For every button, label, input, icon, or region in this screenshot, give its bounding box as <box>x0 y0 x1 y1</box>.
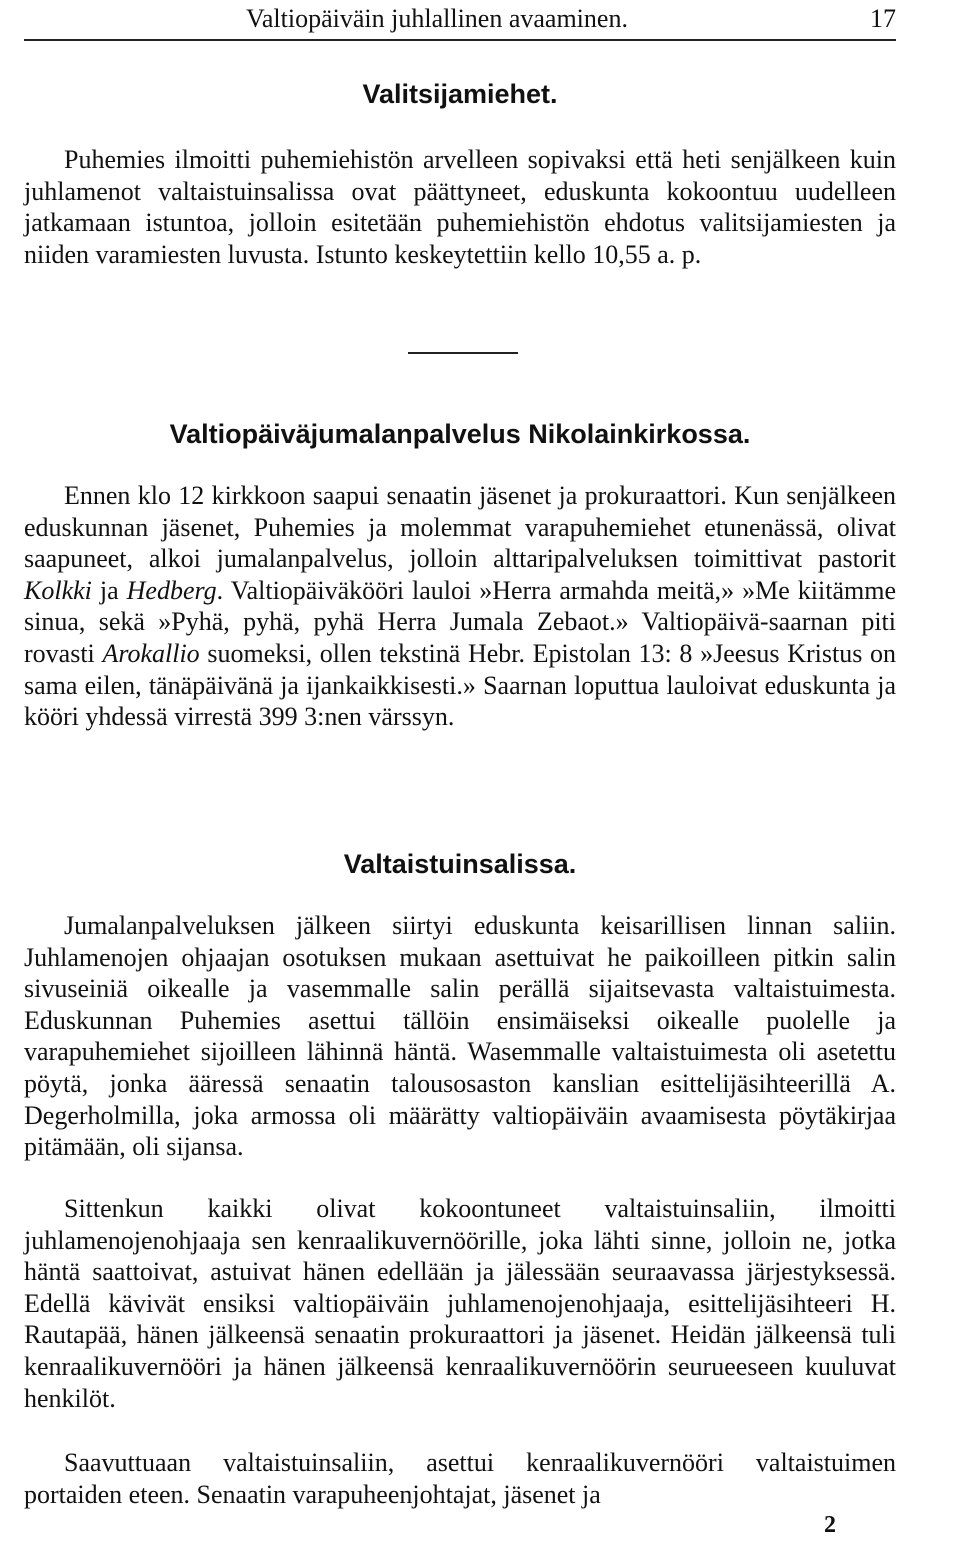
running-head-title: Valtiopäiväin juhlallinen avaaminen. <box>246 4 628 33</box>
signature-mark: 2 <box>824 1512 836 1538</box>
section-heading-valitsijamiehet: Valitsijamiehet. <box>362 79 558 109</box>
paragraph-valitsijamiehet: Puhemies ilmoitti puhemiehistön arvelleen sopivaksi että heti senjälkeen kuin juhlamenot valtaistuinsalissa ovat päättyneet, eduskunta kokoontuu uudelleen jatkamaan istuntoa, jolloin esitetään puhemiehistön ehdotus valitsijamiesten ja niiden varamiesten luvusta. Istunto keskeytettiin kello 10,55 a. p. <box>24 145 896 269</box>
running-head <box>24 4 896 34</box>
name-arokallio: Arokallio <box>102 638 200 668</box>
name-hedberg: Hedberg <box>126 575 217 605</box>
paragraph-valtaistuinsalissa-3: Saavuttuaan valtaistuinsaliin, asettui kenraalikuvernööri valtaistuimen portaiden eteen. Senaatin varapuheenjohtajat, jäsenet ja <box>24 1448 896 1509</box>
paragraph-valtaistuinsalissa-1: Jumalanpalveluksen jälkeen siirtyi eduskunta keisarillisen linnan saliin. Juhlamenojen ohjaajan osotuksen mukaan asettuivat he paikoilleen pitkin salin sivuseiniä oikealle ja vasemmalle salin perällä sijaitsevasta valtaistuimesta. Eduskunnan Puhemies asettui tällöin ensimäiseksi oikealle puolelle ja varapuhemiehet sijoilleen lähinnä häntä. Wasemmalle valtaistuimesta oli asetettu pöytä, jonka ääressä senaatin talousosaston kanslian esittelijäsihteerillä A. Degerholmilla, joka armossa oli määrätty valtiopäiväin avaamisesta pöytäkirjaa pitämään, oli sijansa. <box>24 911 896 1162</box>
section-heading-valtaistuinsalissa: Valtaistuinsalissa. <box>343 849 577 879</box>
header-rule <box>24 39 896 41</box>
name-kolkki: Kolkki <box>24 575 92 605</box>
section-separator <box>408 352 518 354</box>
paragraph-jumalanpalvelus: Ennen klo 12 kirkkoon saapui senaatin jäsenet ja prokuraattori. Kun senjälkeen eduskunnan jäsenet, Puhemies ja molemmat varapuhemiehet etunenässä, olivat saapuneet, alkoi jumalanpalvelus, jolloin alttaripalveluksen toimittivat pastorit Kolkki ja Hedberg. Valtiopäiväkööri lauloi »Herra armahda meitä,» »Me kiitämme sinua, sekä »Pyhä, pyhä, pyhä Herra Jumala Zebaot.» Valtiopäivä-saarnan piti rovasti Arokallio suomeksi, ollen tekstinä Hebr. Epistolan 13: 8 »Jeesus Kristus on sama eilen, tänäpäivänä ja ijankaikkisesti.» Saarnan loputtua lauloivat eduskunta ja kööri yhdessä virrestä 399 3:nen värssyn. <box>24 481 896 732</box>
page-number: 17 <box>870 4 896 33</box>
paragraph-valtaistuinsalissa-2: Sittenkun kaikki olivat kokoontuneet valtaistuinsaliin, ilmoitti juhlamenojenohjaaja sen kenraalikuvernöörille, joka lähti sinne, jolloin ne, jotka häntä saattoivat, astuivat hänen edellään ja jälessään seuraavassa järjestyksessä. Edellä kävivät ensiksi valtiopäiväin juhlamenojenohjaaja, esittelijäsihteeri H. Rautapää, hänen jälkeensä senaatin prokuraattori ja jäsenet. Heidän jälkeensä tuli kenraalikuvernööri ja hänen jälkeensä kenraalikuvernöörin seurueeseen kuuluvat henkilöt. <box>24 1194 896 1413</box>
section-heading-jumalanpalvelus: Valtiopäiväjumalanpalvelus Nikolainkirkossa. <box>169 419 751 449</box>
